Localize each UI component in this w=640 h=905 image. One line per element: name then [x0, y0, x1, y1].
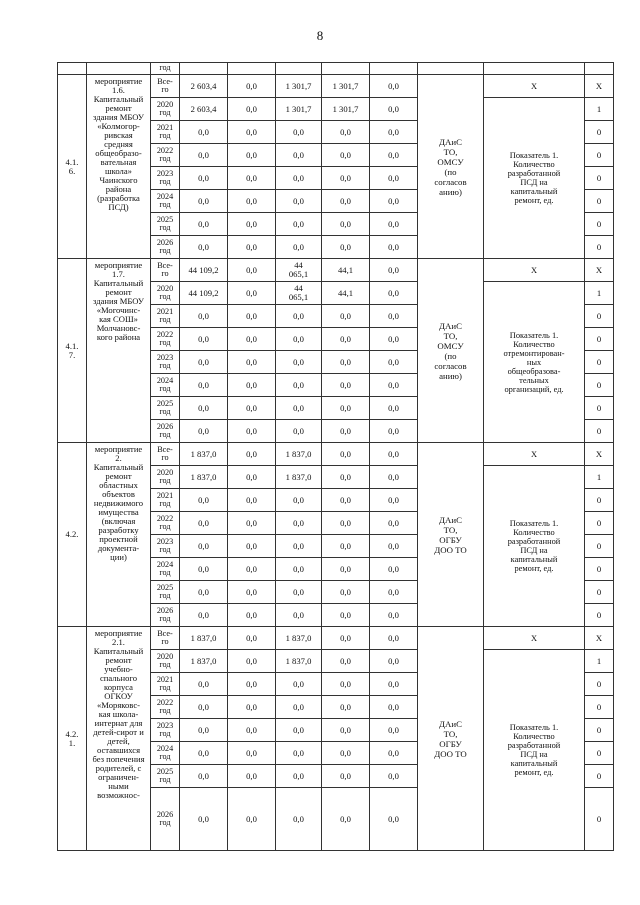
- value-cell: 0,0: [180, 328, 228, 351]
- value-cell: 0,0: [322, 121, 370, 144]
- target-value: 0: [585, 305, 614, 328]
- value-cell: 0,0: [276, 604, 322, 627]
- year-cell: 2023 год: [151, 535, 180, 558]
- value-cell: 0,0: [370, 466, 418, 489]
- value-cell: 0,0: [370, 144, 418, 167]
- value-cell: 0,0: [322, 742, 370, 765]
- year-cell: 2020 год: [151, 466, 180, 489]
- value-cell: 0,0: [180, 604, 228, 627]
- value-cell: 0,0: [276, 121, 322, 144]
- value-cell: 0,0: [276, 673, 322, 696]
- indicator-cell: Показатель 1. Количество разработанной ПСД на капитальный ремонт, ед.: [484, 98, 585, 259]
- value-cell: 0,0: [370, 558, 418, 581]
- year-cell: Все- го: [151, 443, 180, 466]
- page-number: 8: [316, 28, 324, 43]
- value-cell: 0,0: [322, 604, 370, 627]
- target-value: X: [585, 259, 614, 282]
- value-cell: 44 065,1: [276, 259, 322, 282]
- target-value: 0: [585, 558, 614, 581]
- responsible-cell: ДАиС ТО, ОГБУ ДОО ТО: [418, 627, 484, 851]
- value-cell: 44 065,1: [276, 282, 322, 305]
- value-cell: 0,0: [322, 696, 370, 719]
- value-cell: 0,0: [276, 489, 322, 512]
- value-cell: 0,0: [228, 535, 276, 558]
- target-value: 0: [585, 213, 614, 236]
- value-cell: 0,0: [322, 213, 370, 236]
- value-cell: 0,0: [228, 305, 276, 328]
- target-value: 0: [585, 512, 614, 535]
- value-cell: 0,0: [276, 581, 322, 604]
- table-row: [58, 75, 614, 98]
- value-cell: 0,0: [228, 98, 276, 121]
- year-cell: 2025 год: [151, 765, 180, 788]
- year-cell: Все- го: [151, 259, 180, 282]
- value-cell: 1 837,0: [276, 650, 322, 673]
- target-value: 0: [585, 604, 614, 627]
- value-cell: 0,0: [180, 167, 228, 190]
- item-code: 4.2. 1.: [58, 627, 87, 851]
- value-cell: 1 837,0: [276, 627, 322, 650]
- year-cell: 2022 год: [151, 144, 180, 167]
- value-cell: 0,0: [228, 190, 276, 213]
- value-cell: 0,0: [228, 259, 276, 282]
- value-cell: 0,0: [322, 328, 370, 351]
- year-cell: 2024 год: [151, 190, 180, 213]
- year-cell: 2023 год: [151, 719, 180, 742]
- year-cell: 2023 год: [151, 167, 180, 190]
- value-cell: 0,0: [322, 351, 370, 374]
- year-cell: Все- го: [151, 627, 180, 650]
- item-name: мероприятие 1.7. Капитальный ремонт здания МБОУ «Могочинс- кая СОШ» Молчановс- кого района: [87, 259, 151, 443]
- value-cell: 0,0: [322, 305, 370, 328]
- value-cell: 1 837,0: [276, 466, 322, 489]
- indicator-header: X: [484, 443, 585, 466]
- value-cell: 0,0: [228, 351, 276, 374]
- empty-cell: [228, 63, 276, 75]
- target-value: 1: [585, 466, 614, 489]
- target-value: 0: [585, 374, 614, 397]
- value-cell: 1 837,0: [180, 627, 228, 650]
- target-value: X: [585, 75, 614, 98]
- value-cell: 0,0: [322, 535, 370, 558]
- item-name: мероприятие 1.6. Капитальный ремонт здания МБОУ «Колмогор- ривская средняя общеобразо- вательная школа» Чаинского района (разработка ПСД): [87, 75, 151, 259]
- value-cell: 0,0: [370, 765, 418, 788]
- value-cell: 0,0: [228, 328, 276, 351]
- item-name: мероприятие 2.1. Капитальный ремонт учебно- спального корпуса ОГКОУ «Моряковс- кая школа- интернат для детей-сирот и детей, оставшихся без попечения родителей, с ограничен- ными возможнос-: [87, 627, 151, 851]
- target-value: 0: [585, 788, 614, 851]
- value-cell: 0,0: [370, 489, 418, 512]
- value-cell: 0,0: [276, 351, 322, 374]
- table-row: [58, 259, 614, 282]
- year-cell: 2021 год: [151, 673, 180, 696]
- year-cell: год: [151, 63, 180, 75]
- value-cell: 0,0: [228, 75, 276, 98]
- value-cell: 1 301,7: [276, 98, 322, 121]
- target-value: 1: [585, 282, 614, 305]
- value-cell: 0,0: [370, 420, 418, 443]
- indicator-header: X: [484, 75, 585, 98]
- value-cell: 0,0: [228, 167, 276, 190]
- year-cell: 2024 год: [151, 374, 180, 397]
- value-cell: 0,0: [276, 558, 322, 581]
- value-cell: 0,0: [370, 75, 418, 98]
- year-cell: 2025 год: [151, 397, 180, 420]
- indicator-cell: Показатель 1. Количество разработанной ПСД на капитальный ремонт, ед.: [484, 466, 585, 627]
- value-cell: 0,0: [180, 489, 228, 512]
- value-cell: 0,0: [370, 512, 418, 535]
- value-cell: 0,0: [370, 374, 418, 397]
- year-cell: 2022 год: [151, 512, 180, 535]
- value-cell: 0,0: [180, 558, 228, 581]
- value-cell: 0,0: [276, 788, 322, 851]
- target-value: 0: [585, 420, 614, 443]
- value-cell: 0,0: [370, 351, 418, 374]
- value-cell: 0,0: [322, 236, 370, 259]
- value-cell: 0,0: [276, 305, 322, 328]
- value-cell: 0,0: [180, 420, 228, 443]
- value-cell: 0,0: [228, 765, 276, 788]
- value-cell: 0,0: [322, 650, 370, 673]
- value-cell: 0,0: [276, 236, 322, 259]
- value-cell: 0,0: [370, 673, 418, 696]
- target-value: 0: [585, 328, 614, 351]
- target-value: 0: [585, 765, 614, 788]
- table-row: [58, 627, 614, 650]
- target-value: 0: [585, 489, 614, 512]
- value-cell: 0,0: [228, 581, 276, 604]
- value-cell: 0,0: [180, 121, 228, 144]
- target-value: 0: [585, 236, 614, 259]
- value-cell: 0,0: [180, 144, 228, 167]
- year-cell: 2022 год: [151, 696, 180, 719]
- year-cell: 2026 год: [151, 604, 180, 627]
- value-cell: 0,0: [228, 673, 276, 696]
- value-cell: 0,0: [228, 788, 276, 851]
- value-cell: 0,0: [228, 719, 276, 742]
- responsible-cell: ДАиС ТО, ОМСУ (по согласов анию): [418, 259, 484, 443]
- value-cell: 0,0: [276, 190, 322, 213]
- year-cell: 2026 год: [151, 788, 180, 851]
- value-cell: 0,0: [276, 420, 322, 443]
- target-value: 0: [585, 673, 614, 696]
- value-cell: 44 109,2: [180, 282, 228, 305]
- value-cell: 0,0: [370, 98, 418, 121]
- year-cell: 2025 год: [151, 581, 180, 604]
- value-cell: 0,0: [180, 535, 228, 558]
- value-cell: 0,0: [322, 765, 370, 788]
- table-body: [58, 63, 614, 851]
- value-cell: 0,0: [180, 236, 228, 259]
- value-cell: 1 837,0: [180, 650, 228, 673]
- value-cell: 0,0: [370, 328, 418, 351]
- value-cell: 0,0: [370, 397, 418, 420]
- value-cell: 0,0: [228, 512, 276, 535]
- value-cell: 0,0: [228, 489, 276, 512]
- target-value: 0: [585, 742, 614, 765]
- value-cell: 0,0: [370, 719, 418, 742]
- value-cell: 0,0: [370, 696, 418, 719]
- value-cell: 0,0: [228, 466, 276, 489]
- value-cell: 0,0: [276, 765, 322, 788]
- value-cell: 0,0: [228, 742, 276, 765]
- value-cell: 0,0: [322, 397, 370, 420]
- value-cell: 0,0: [370, 213, 418, 236]
- value-cell: 0,0: [370, 604, 418, 627]
- value-cell: 0,0: [228, 397, 276, 420]
- value-cell: 0,0: [276, 144, 322, 167]
- value-cell: 0,0: [370, 627, 418, 650]
- value-cell: 0,0: [322, 144, 370, 167]
- value-cell: 0,0: [180, 190, 228, 213]
- value-cell: 0,0: [322, 512, 370, 535]
- value-cell: 0,0: [370, 190, 418, 213]
- empty-cell: [58, 63, 87, 75]
- year-cell: 2026 год: [151, 420, 180, 443]
- value-cell: 0,0: [276, 535, 322, 558]
- value-cell: 1 837,0: [276, 443, 322, 466]
- value-cell: 0,0: [276, 213, 322, 236]
- value-cell: 0,0: [322, 466, 370, 489]
- value-cell: 44,1: [322, 282, 370, 305]
- target-value: 0: [585, 144, 614, 167]
- value-cell: 0,0: [370, 236, 418, 259]
- value-cell: 0,0: [370, 305, 418, 328]
- value-cell: 0,0: [228, 558, 276, 581]
- empty-cell: [276, 63, 322, 75]
- value-cell: 0,0: [228, 121, 276, 144]
- value-cell: 0,0: [180, 719, 228, 742]
- value-cell: 0,0: [180, 374, 228, 397]
- target-value: X: [585, 627, 614, 650]
- value-cell: 1 301,7: [322, 75, 370, 98]
- value-cell: 0,0: [228, 650, 276, 673]
- value-cell: 1 837,0: [180, 466, 228, 489]
- responsible-cell: ДАиС ТО, ОМСУ (по согласов анию): [418, 75, 484, 259]
- value-cell: 0,0: [370, 650, 418, 673]
- item-name: мероприятие 2. Капитальный ремонт областных объектов недвижимого имущества (включая разработку проектной документа- ции): [87, 443, 151, 627]
- value-cell: 0,0: [322, 788, 370, 851]
- value-cell: 0,0: [180, 512, 228, 535]
- value-cell: 0,0: [370, 259, 418, 282]
- target-value: X: [585, 443, 614, 466]
- target-value: 1: [585, 650, 614, 673]
- value-cell: 0,0: [228, 282, 276, 305]
- year-cell: 2022 год: [151, 328, 180, 351]
- item-code: 4.2.: [58, 443, 87, 627]
- value-cell: 0,0: [228, 604, 276, 627]
- value-cell: 2 603,4: [180, 75, 228, 98]
- carry-over-row: [58, 63, 614, 75]
- value-cell: 0,0: [276, 374, 322, 397]
- value-cell: 44 109,2: [180, 259, 228, 282]
- target-value: 0: [585, 121, 614, 144]
- value-cell: 1 301,7: [276, 75, 322, 98]
- value-cell: 44,1: [322, 259, 370, 282]
- value-cell: 0,0: [370, 282, 418, 305]
- program-table: [57, 62, 614, 851]
- target-value: 0: [585, 397, 614, 420]
- value-cell: 0,0: [276, 167, 322, 190]
- value-cell: 0,0: [370, 535, 418, 558]
- indicator-header: X: [484, 259, 585, 282]
- value-cell: 0,0: [228, 374, 276, 397]
- target-value: 1: [585, 98, 614, 121]
- indicator-header: X: [484, 627, 585, 650]
- value-cell: 0,0: [322, 719, 370, 742]
- year-cell: 2023 год: [151, 351, 180, 374]
- empty-cell: [585, 63, 614, 75]
- year-cell: 2021 год: [151, 305, 180, 328]
- value-cell: 0,0: [322, 420, 370, 443]
- value-cell: 0,0: [180, 765, 228, 788]
- year-cell: 2025 год: [151, 213, 180, 236]
- target-value: 0: [585, 351, 614, 374]
- value-cell: 0,0: [180, 788, 228, 851]
- value-cell: 0,0: [276, 742, 322, 765]
- value-cell: 0,0: [180, 696, 228, 719]
- value-cell: 0,0: [228, 213, 276, 236]
- value-cell: 0,0: [322, 374, 370, 397]
- empty-cell: [87, 63, 151, 75]
- value-cell: 0,0: [276, 512, 322, 535]
- target-value: 0: [585, 167, 614, 190]
- value-cell: 0,0: [322, 190, 370, 213]
- target-value: 0: [585, 696, 614, 719]
- value-cell: 0,0: [228, 627, 276, 650]
- value-cell: 0,0: [322, 627, 370, 650]
- value-cell: 0,0: [276, 328, 322, 351]
- year-cell: 2021 год: [151, 121, 180, 144]
- empty-cell: [180, 63, 228, 75]
- value-cell: 0,0: [322, 581, 370, 604]
- value-cell: 0,0: [322, 673, 370, 696]
- year-cell: Все- го: [151, 75, 180, 98]
- indicator-cell: Показатель 1. Количество разработанной ПСД на капитальный ремонт, ед.: [484, 650, 585, 851]
- year-cell: 2024 год: [151, 742, 180, 765]
- empty-cell: [322, 63, 370, 75]
- value-cell: 0,0: [228, 420, 276, 443]
- value-cell: 0,0: [370, 443, 418, 466]
- target-value: 0: [585, 581, 614, 604]
- value-cell: 0,0: [180, 213, 228, 236]
- value-cell: 0,0: [228, 443, 276, 466]
- value-cell: 1 837,0: [180, 443, 228, 466]
- value-cell: 1 301,7: [322, 98, 370, 121]
- value-cell: 0,0: [180, 742, 228, 765]
- value-cell: 0,0: [228, 696, 276, 719]
- value-cell: 0,0: [276, 397, 322, 420]
- value-cell: 0,0: [370, 742, 418, 765]
- target-value: 0: [585, 719, 614, 742]
- year-cell: 2020 год: [151, 98, 180, 121]
- value-cell: 0,0: [322, 167, 370, 190]
- value-cell: 0,0: [228, 236, 276, 259]
- value-cell: 0,0: [180, 351, 228, 374]
- value-cell: 0,0: [180, 305, 228, 328]
- target-value: 0: [585, 190, 614, 213]
- value-cell: 0,0: [180, 673, 228, 696]
- value-cell: 0,0: [322, 443, 370, 466]
- responsible-cell: ДАиС ТО, ОГБУ ДОО ТО: [418, 443, 484, 627]
- value-cell: 0,0: [322, 558, 370, 581]
- value-cell: 0,0: [180, 397, 228, 420]
- year-cell: 2024 год: [151, 558, 180, 581]
- value-cell: 0,0: [276, 696, 322, 719]
- year-cell: 2020 год: [151, 650, 180, 673]
- item-code: 4.1. 6.: [58, 75, 87, 259]
- item-code: 4.1. 7.: [58, 259, 87, 443]
- target-value: 0: [585, 535, 614, 558]
- value-cell: 0,0: [276, 719, 322, 742]
- value-cell: 0,0: [180, 581, 228, 604]
- year-cell: 2021 год: [151, 489, 180, 512]
- value-cell: 0,0: [370, 788, 418, 851]
- value-cell: 0,0: [370, 167, 418, 190]
- value-cell: 0,0: [228, 144, 276, 167]
- table-row: [58, 443, 614, 466]
- value-cell: 0,0: [370, 581, 418, 604]
- year-cell: 2020 год: [151, 282, 180, 305]
- empty-cell: [418, 63, 484, 75]
- empty-cell: [370, 63, 418, 75]
- value-cell: 0,0: [322, 489, 370, 512]
- value-cell: 2 603,4: [180, 98, 228, 121]
- empty-cell: [484, 63, 585, 75]
- indicator-cell: Показатель 1. Количество отремонтирован- ных общеобразова- тельных организаций, ед.: [484, 282, 585, 443]
- value-cell: 0,0: [370, 121, 418, 144]
- year-cell: 2026 год: [151, 236, 180, 259]
